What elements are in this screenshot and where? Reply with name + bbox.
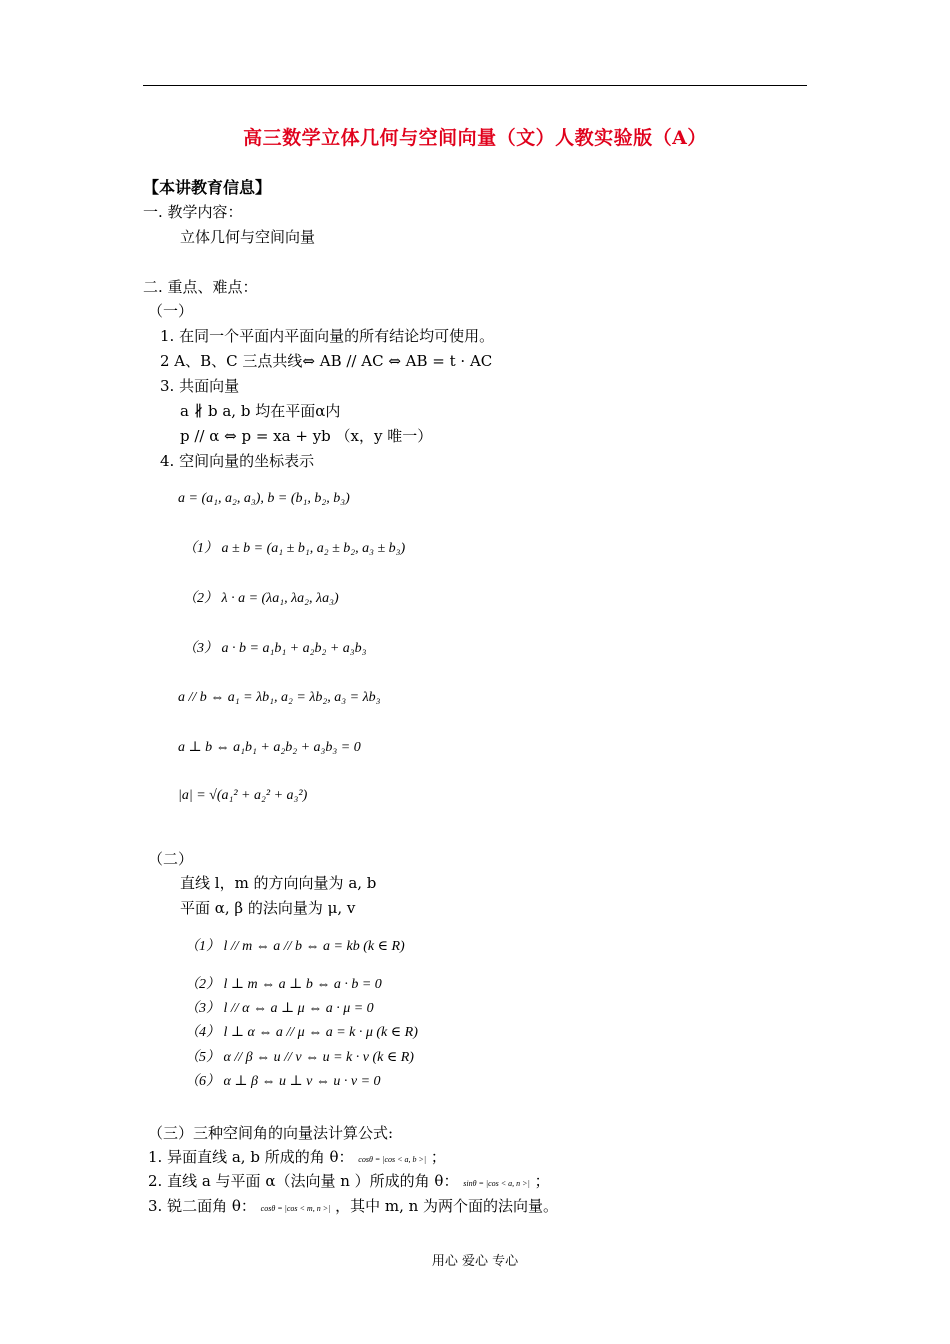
coord-dot: （3） a · b = a₁b₁ + a₂b₂ + a₃b₃	[183, 641, 367, 656]
page-title: 高三数学立体几何与空间向量（文）人教实验版（A）	[243, 127, 707, 149]
part-3-item-2-formula: sinθ = |cos < a, n >|	[463, 1179, 530, 1188]
part-2-intro-2: 平面 α, β 的法向量为 μ, v	[180, 899, 356, 917]
part-3-item-2-text: 2. 直线 a 与平面 α（法向量 n ）所成的角 θ：	[148, 1172, 459, 1190]
part-2-item-6: （6） α ⊥ β ⇔ u ⊥ v ⇔ u · v = 0	[185, 1074, 381, 1089]
page-footer: 用心 爱心 专心	[431, 1254, 519, 1269]
part-2-label: （二）	[148, 850, 194, 868]
part-1-item-3: 3. 共面向量	[160, 377, 240, 395]
part-3-item-3-tail: ，其中 m, n 为两个面的法向量。	[335, 1197, 559, 1215]
part-3-item-3-formula: cosθ = |cos < m, n >|	[260, 1204, 331, 1213]
coord-perpendicular: a ⊥ b ⇔ a₁b₁ + a₂b₂ + a₃b₃ = 0	[178, 740, 361, 755]
part-3-item-1-formula: cosθ = |cos < a, b >|	[358, 1155, 427, 1164]
part-2-intro-1: 直线 l，m 的方向向量为 a, b	[180, 874, 377, 892]
section-heading: 【本讲教育信息】	[143, 178, 272, 197]
part-3-item-1-tail: ；	[430, 1148, 446, 1166]
part-2-item-2: （2） l ⊥ m ⇔ a ⊥ b ⇔ a · b = 0	[185, 977, 382, 992]
section-1-content: 立体几何与空间向量	[180, 228, 316, 246]
part-3-item-2-tail: ；	[534, 1172, 550, 1190]
part-3-label: （三）三种空间角的向量法计算公式:	[148, 1124, 394, 1142]
part-1-label: （一）	[148, 302, 194, 320]
part-1-item-6: 4. 空间向量的坐标表示	[160, 452, 315, 470]
part-1-item-5: p // α ⇔ p = xa + yb （x，y 唯一）	[180, 427, 433, 445]
part-3-item-1-text: 1. 异面直线 a, b 所成的角 θ：	[148, 1148, 354, 1166]
coord-def: a = (a₁, a₂, a₃), b = (b₁, b₂, b₃)	[178, 491, 350, 506]
part-2-item-5: （5） α // β ⇔ u // v ⇔ u = k · v (k ∈ R)	[185, 1050, 414, 1065]
section-1-label: 一. 教学内容：	[143, 203, 243, 221]
header-rule	[143, 85, 807, 86]
part-3-item-1	[148, 1147, 446, 1170]
coord-add-sub: （1） a ± b = (a₁ ± b₁, a₂ ± b₂, a₃ ± b₃)	[183, 541, 406, 556]
coord-magnitude: |a| = √(a₁² + a₂² + a₃²)	[178, 788, 308, 803]
part-2-item-3: （3） l // α ⇔ a ⊥ μ ⇔ a · μ = 0	[185, 1001, 374, 1016]
part-1-item-2: 2 A、B、C 三点共线⇔ AB // AC ⇔ AB = t · AC	[160, 352, 493, 370]
part-2-item-4: （4） l ⊥ α ⇔ a // μ ⇔ a = k · μ (k ∈ R)	[185, 1025, 418, 1040]
part-3-item-3-text: 3. 锐二面角 θ：	[148, 1197, 256, 1215]
section-2-label: 二. 重点、难点：	[143, 278, 258, 296]
coord-scalar: （2） λ · a = (λa₁, λa₂, λa₃)	[183, 591, 339, 606]
part-1-item-4: a ∦ b a, b 均在平面α内	[180, 402, 341, 420]
coord-parallel: a // b ⇔ a₁ = λb₁, a₂ = λb₂, a₃ = λb₃	[178, 690, 381, 705]
part-2-item-1: （1） l // m ⇔ a // b ⇔ a = kb (k ∈ R)	[185, 939, 405, 954]
part-3-item-3	[148, 1196, 558, 1219]
part-1-item-1: 1. 在同一个平面内平面向量的所有结论均可使用。	[160, 327, 495, 345]
part-3-item-2	[148, 1171, 550, 1194]
